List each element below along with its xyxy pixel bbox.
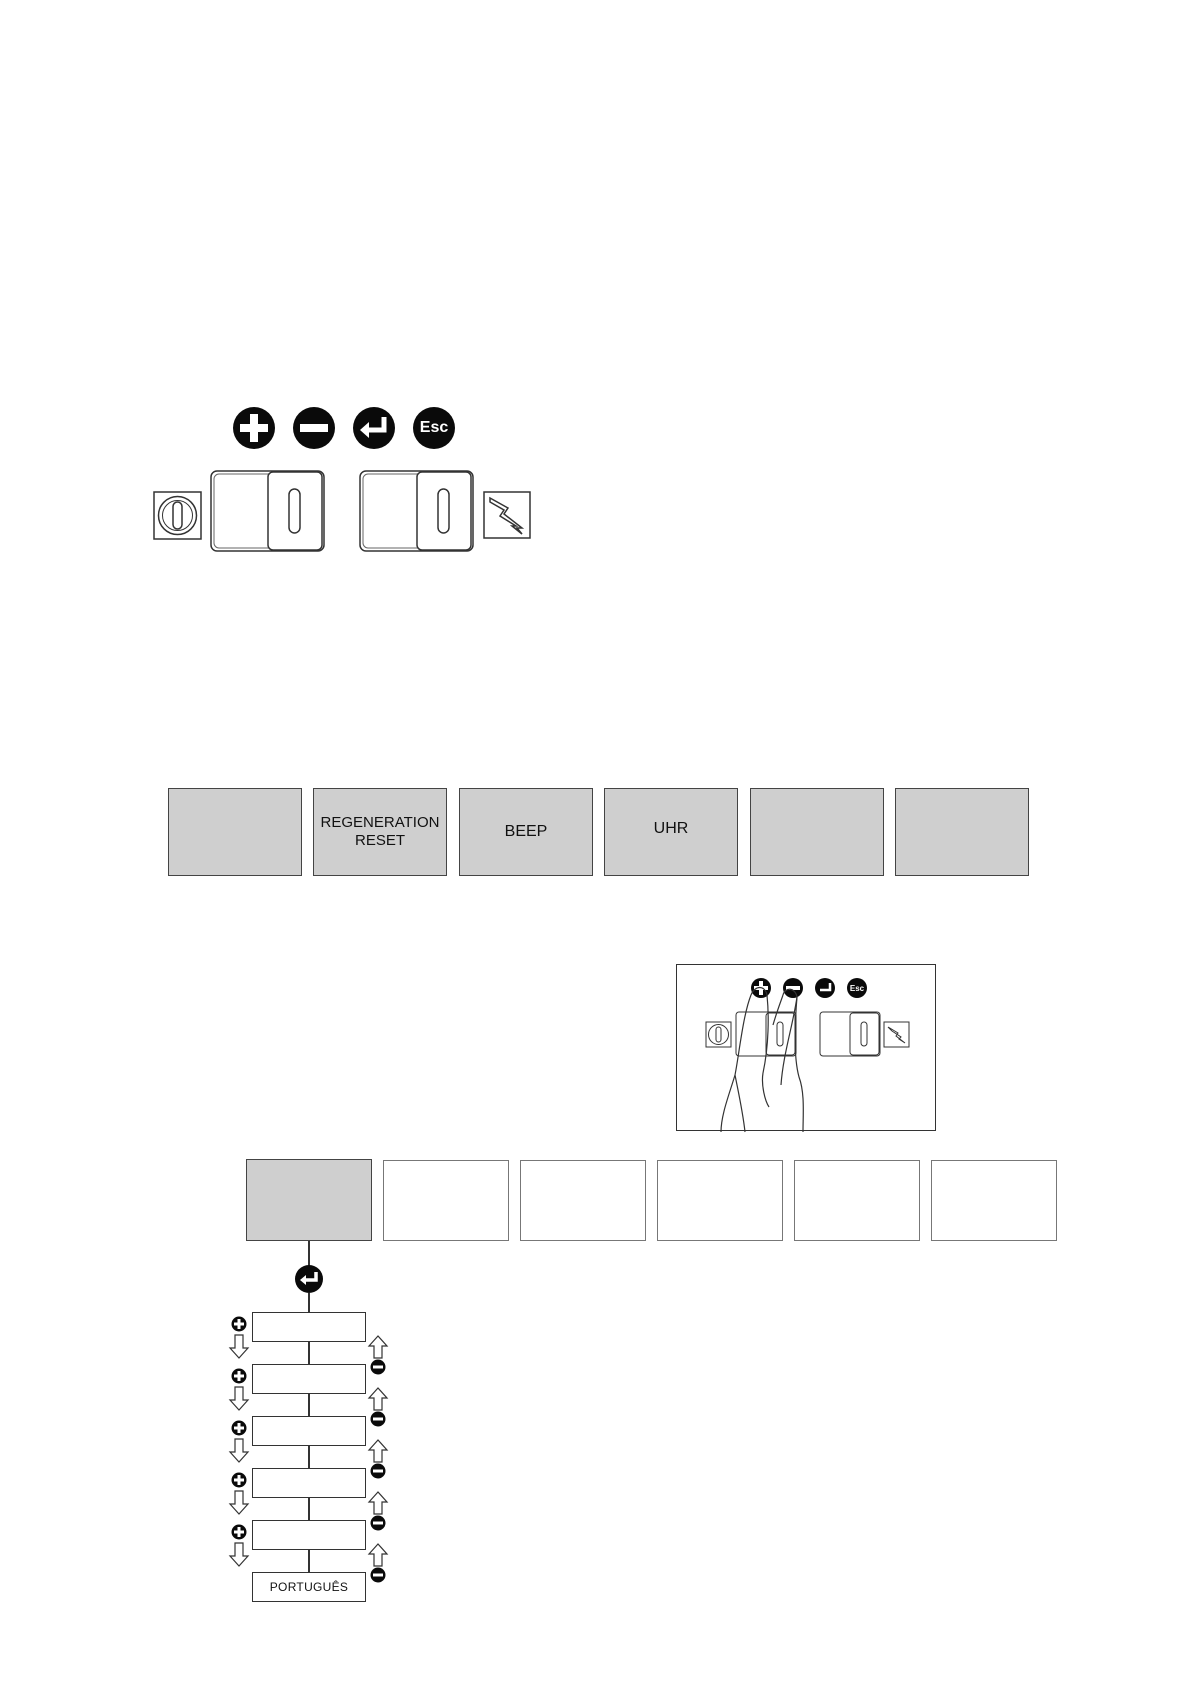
minus-step-icon [371, 1360, 386, 1375]
plus-key-icon [233, 407, 275, 449]
menu-item-5[interactable] [750, 788, 884, 876]
arrow-up-icon [369, 1388, 387, 1410]
enter-key-icon [353, 407, 395, 449]
rocker-switch-right [360, 471, 473, 551]
arrow-down-icon [230, 1543, 248, 1566]
lightning-icon [484, 492, 530, 538]
minus-key-icon [293, 407, 335, 449]
menu-item-regeneration-reset[interactable] [313, 788, 447, 876]
esc-key-label: Esc [419, 419, 449, 436]
submenu-item-5[interactable] [794, 1160, 920, 1241]
arrow-up-icon [369, 1492, 387, 1514]
key-icon [154, 492, 201, 539]
arrow-down-icon [230, 1439, 248, 1462]
esc-key-icon [413, 407, 455, 449]
menu-item-beep-label: BEEP [504, 823, 548, 840]
minus-step-icon [371, 1464, 386, 1479]
menu-item-6[interactable] [895, 788, 1029, 876]
menu-item-beep[interactable] [459, 788, 593, 876]
submenu-item-4[interactable] [657, 1160, 783, 1241]
menu-item-regeneration-reset-label: REGENERATION RESET [320, 814, 440, 849]
arrow-up-icon [369, 1544, 387, 1566]
plus-step-icon [232, 1317, 247, 1332]
minus-step-icon [371, 1516, 386, 1531]
menu-item-uhr[interactable] [604, 788, 738, 876]
arrow-up-icon [369, 1440, 387, 1462]
submenu-item-1[interactable] [246, 1159, 372, 1241]
plus-step-icon [232, 1525, 247, 1540]
enter-step-icon [295, 1265, 323, 1293]
menu-item-uhr-label: UHR [653, 820, 689, 837]
plus-step-icon [232, 1369, 247, 1384]
rocker-switch-left [211, 471, 324, 551]
minus-step-icon [371, 1412, 386, 1427]
submenu-item-2[interactable] [383, 1160, 509, 1241]
control-panel [150, 468, 550, 568]
submenu-item-6[interactable] [931, 1160, 1057, 1241]
arrow-down-icon [230, 1491, 248, 1514]
plus-step-icon [232, 1421, 247, 1436]
connector-line [308, 1241, 310, 1267]
submenu-item-3[interactable] [520, 1160, 646, 1241]
hand-illustration [676, 964, 936, 1131]
arrow-down-icon [230, 1335, 248, 1358]
arrow-down-icon [230, 1387, 248, 1410]
hand-icon [721, 988, 803, 1133]
arrow-up-icon [369, 1336, 387, 1358]
menu-item-1[interactable] [168, 788, 302, 876]
minus-step-icon [371, 1568, 386, 1583]
plus-step-icon [232, 1473, 247, 1488]
svg-text:Esc: Esc [849, 984, 865, 993]
language-item-portugues-label: PORTUGUÊS [269, 1580, 349, 1594]
navigation-arrows [220, 1300, 390, 1620]
